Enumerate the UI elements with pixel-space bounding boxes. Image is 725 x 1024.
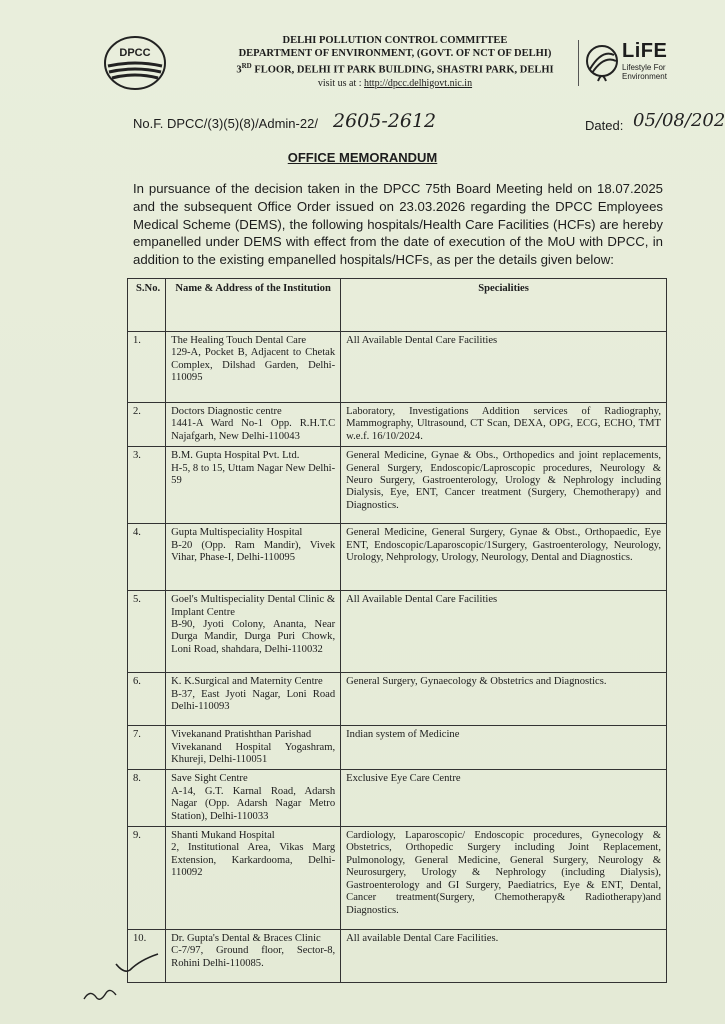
row-sno: 8. [128, 770, 166, 827]
file-number: No.F. DPCC/(3)(5)(8)/Admin-22/ [133, 116, 318, 131]
row-sno: 2. [128, 403, 166, 447]
life-title: LiFE [622, 40, 668, 62]
file-number-handwritten: 2605-2612 [333, 110, 437, 132]
table-row [128, 930, 667, 983]
row-institution: Dr. Gupta's Dental & Braces Clinic C-7/97, Ground floor, Sector-8, Rohini Delhi-110085. [166, 930, 341, 983]
row-institution: Doctors Diagnostic centre 1441-A Ward No-1 Opp. R.H.T.C Najafgarh, New Delhi-110043 [166, 403, 341, 447]
initial-signature-icon [80, 985, 120, 1005]
org-name: DELHI POLLUTION CONTROL COMMITTEE [282, 35, 508, 46]
row-institution: B.M. Gupta Hospital Pvt. Ltd. H-5, 8 to 15, Uttam Nagar New Delhi- 59 [166, 447, 341, 524]
header-sno: S.No. [128, 279, 166, 332]
life-subtitle-2: Environment [622, 72, 667, 81]
dated-label: Dated: [585, 118, 624, 133]
table-row [128, 524, 667, 591]
row-sno: 6. [128, 673, 166, 726]
row-sno: 10. [128, 930, 166, 983]
row-specialities: General Medicine, General Surgery, Gynae & Obst., Orthopaedic, Eye ENT, Endoscopic/Laparoscopic/1Surgery, Gastroenterology, Neurology, Urology, Nehprology, Urology, Neurology, Dental and Diagnostics. [341, 524, 667, 591]
row-institution: Shanti Mukand Hospital 2, Institutional Area, Vikas Marg Extension, Karkardooma, Delhi-110092 [166, 827, 341, 930]
letterhead [100, 30, 700, 100]
date-handwritten: 05/08/202 [633, 110, 725, 131]
table-header-row [128, 279, 667, 332]
row-specialities: Cardiology, Laparoscopic/ Endoscopic procedures, Gynecology & Obstetrics, Orthopedic Surgery including Joint Replacement, Pulmonology, General Medicine, General Surgery, Neurology & Neurosurgery, Urology & Nephrology (including Dialysis), Gastroenterology and GI Surgery, Paediatrics, Eye & ENT, Dental, Cancer treatment(Surgery, Chemotherapy& Radiotherapy)and Diagnostics. [341, 827, 667, 930]
dpcc-logo-icon [100, 34, 170, 92]
row-institution: Save Sight Centre A-14, G.T. Karnal Road, Adarsh Nagar (Opp. Adarsh Nagar Metro Station), Delhi-110033 [166, 770, 341, 827]
intro-paragraph: In pursuance of the decision taken in the DPCC 75th Board Meeting held on 18.07.2025 and the subsequent Office Order issued on 23.03.2026 regarding the DPCC Employees Medical Scheme (DEMS), the following hospitals/Health Care Facilities (HCFs) are hereby empanelled under DEMS with effect from the date of execution of the MoU with DPCC, in addition to the existing empanelled hospitals/HCFs, as per the details given below: [133, 181, 663, 268]
row-institution: Goel's Multispeciality Dental Clinic & Implant Centre B-90, Jyoti Colony, Ananta, Near Durga Mandir, Durga Puri Chowk, Loni Road, shahdara, Delhi-110032 [166, 591, 341, 673]
table-row [128, 827, 667, 930]
life-logo [622, 40, 667, 81]
row-specialities: Laboratory, Investigations Addition services of Radiography, Mammography, Ultrasound, CT Scan, DEXA, OPG, ECG, ECHO, TMT w.e.f. 16/10/2024. [341, 403, 667, 447]
row-institution: K. K.Surgical and Maternity Centre B-37, East Jyoti Nagar, Loni Road Delhi-110093 [166, 673, 341, 726]
row-institution: The Healing Touch Dental Care 129-A, Pocket B, Adjacent to Chetak Complex, Dilshad Garden, Delhi-110095 [166, 332, 341, 403]
table-row [128, 591, 667, 673]
department-name: DEPARTMENT OF ENVIRONMENT, (GOVT. OF NCT OF DELHI) [238, 48, 552, 59]
row-specialities: All Available Dental Care Facilities [341, 332, 667, 403]
table-row [128, 770, 667, 827]
row-specialities: General Surgery, Gynaecology & Obstetrics and Diagnostics. [341, 673, 667, 726]
table-row [128, 673, 667, 726]
row-institution: Gupta Multispeciality Hospital B-20 (Opp. Ram Mandir), Vivek Vihar, Phase-I, Delhi-110095 [166, 524, 341, 591]
row-specialities: General Medicine, Gynae & Obs., Orthopedics and joint replacements, General Surgery, Endoscopic/Laproscopic procedures, Neurology & Neuro Surgery, Gastroenterology, Urology & Nephrology including Dialysis, Eye, ENT, Cancer treatment (Surgery, Chemotherapy) and Diagnostics. [341, 447, 667, 524]
row-institution: Vivekanand Pratishthan Parishad Vivekanand Hospital Yogashram, Khureji, Delhi-110051 [166, 726, 341, 770]
row-specialities: Indian system of Medicine [341, 726, 667, 770]
life-globe-icon [582, 40, 622, 88]
row-specialities: All available Dental Care Facilities. [341, 930, 667, 983]
organization-block [210, 34, 580, 90]
row-sno: 7. [128, 726, 166, 770]
memo-title: OFFICE MEMORANDUM [287, 150, 438, 165]
header-name-address: Name & Address of the Institution [166, 279, 341, 332]
table-row [128, 403, 667, 447]
address-line: 3RD FLOOR, DELHI IT PARK BUILDING, SHASTRI PARK, DELHI [236, 62, 554, 76]
table-row [128, 332, 667, 403]
tick-mark-icon [112, 952, 162, 976]
row-specialities: All Available Dental Care Facilities [341, 591, 667, 673]
header-divider [578, 40, 579, 86]
row-specialities: Exclusive Eye Care Centre [341, 770, 667, 827]
hcf-table [127, 278, 667, 983]
row-sno: 5. [128, 591, 166, 673]
table-row [128, 447, 667, 524]
life-subtitle-1: Lifestyle For [622, 63, 666, 72]
dpcc-logo-text: DPCC [119, 47, 151, 59]
row-sno: 1. [128, 332, 166, 403]
row-sno: 9. [128, 827, 166, 930]
row-sno: 4. [128, 524, 166, 591]
reference-line [133, 110, 725, 138]
row-sno: 3. [128, 447, 166, 524]
website-line: visit us at : http://dpcc.delhigovt.nic.in [317, 77, 473, 89]
header-specialities: Specialities [341, 279, 667, 332]
website-link[interactable]: http://dpcc.delhigovt.nic.in [364, 77, 473, 89]
table-row [128, 726, 667, 770]
